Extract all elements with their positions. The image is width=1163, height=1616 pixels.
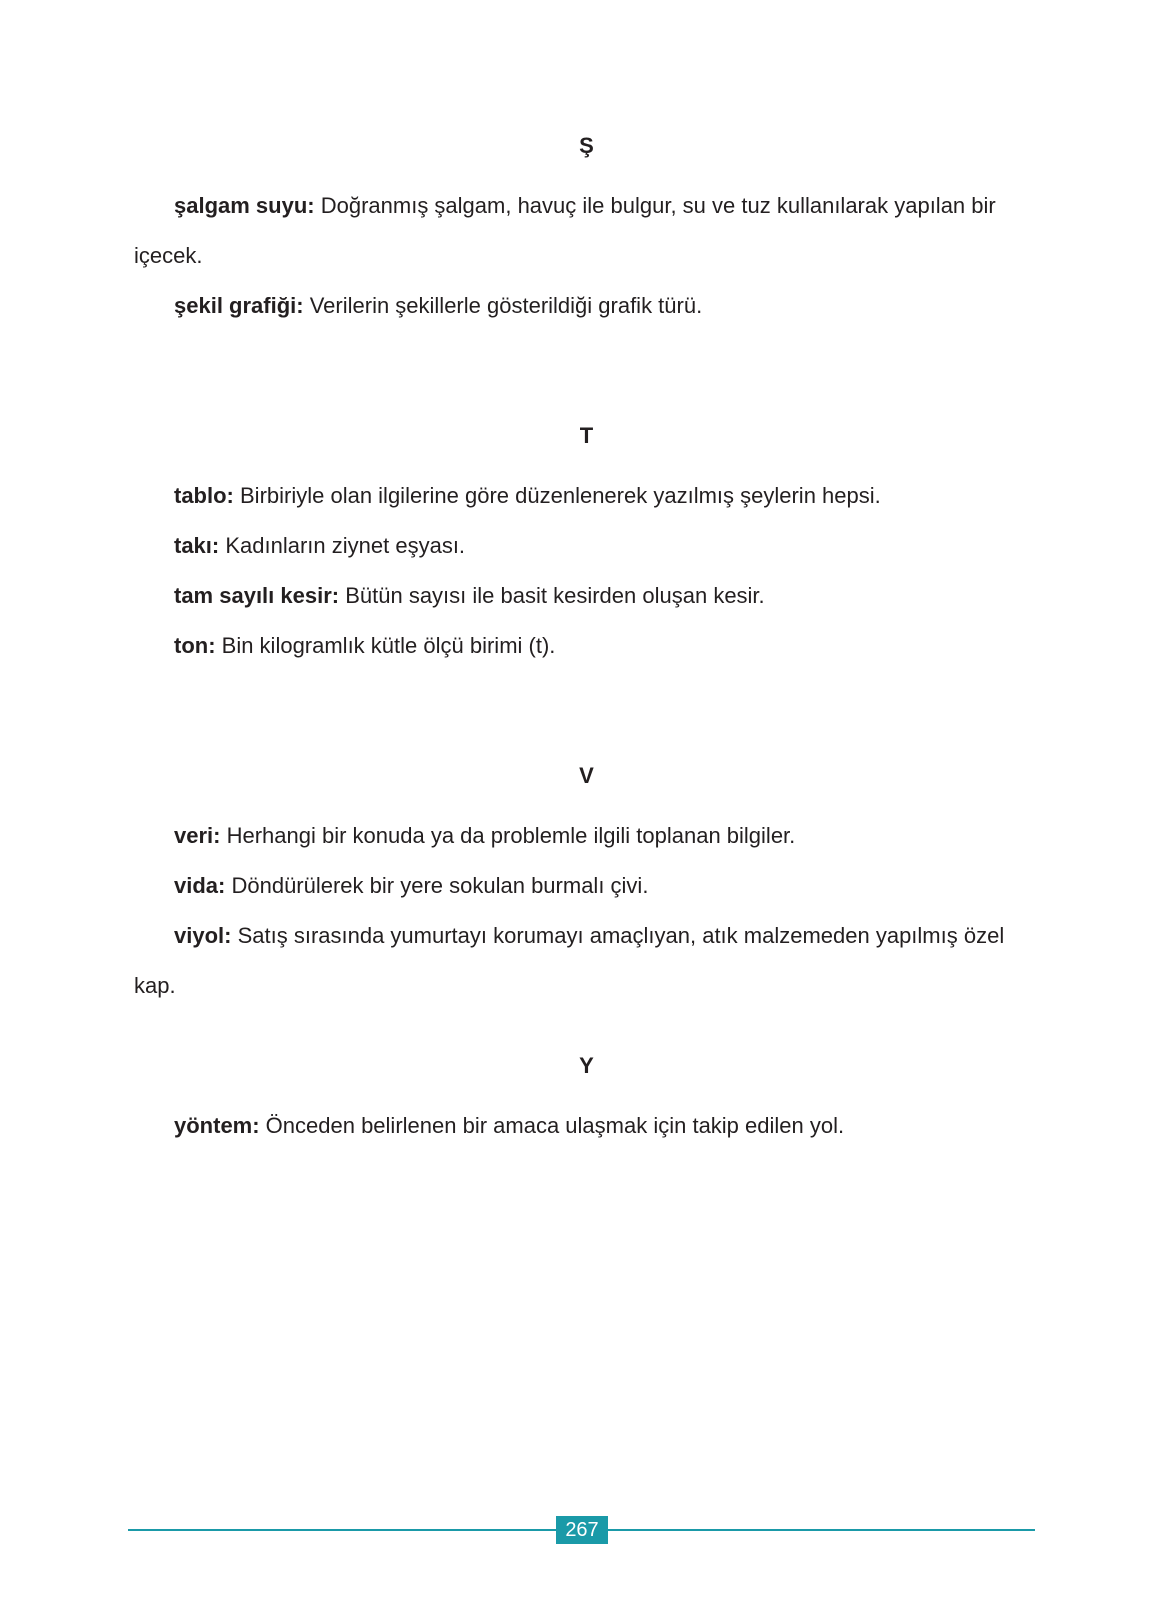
glossary-section-t: [134, 422, 1039, 671]
entry-term: yöntem:: [174, 1113, 260, 1138]
glossary-section-y: [134, 1052, 1039, 1151]
section-letter: V: [579, 763, 594, 788]
entry-definition: Birbiriyle olan ilgilerine göre düzenlenerek yazılmış şeylerin hepsi.: [233, 483, 881, 508]
glossary-entry: [134, 571, 1039, 621]
entry-term: vida:: [174, 873, 226, 898]
entry-term: ton:: [174, 633, 216, 658]
entry-definition: Herhangi bir konuda ya da problemle ilgili toplanan bilgiler.: [220, 823, 796, 848]
entry-term: takı:: [174, 533, 220, 558]
footer-rule-right: [608, 1529, 1035, 1531]
entry-definition: Bin kilogramlık kütle ölçü birimi (t).: [215, 633, 556, 658]
entry-definition: Satış sırasında yumurtayı korumayı amaçlıyan, atık malzemeden yapılmış özel kap.: [134, 923, 1005, 998]
glossary-entry: [134, 911, 1039, 1011]
entry-definition: Bütün sayısı ile basit kesirden oluşan kesir.: [339, 583, 765, 608]
entry-definition: Verilerin şekillerle gösterildiği grafik türü.: [303, 293, 703, 318]
entry-definition: Kadınların ziynet eşyası.: [219, 533, 466, 558]
glossary-entry: [134, 521, 1039, 571]
glossary-entry: [134, 1101, 1039, 1151]
section-letter: Y: [579, 1053, 594, 1078]
page-number: 267: [556, 1516, 608, 1544]
entry-definition: Döndürülerek bir yere sokulan burmalı çivi.: [225, 873, 649, 898]
entry-definition: Önceden belirlenen bir amaca ulaşmak için takip edilen yol.: [259, 1113, 845, 1138]
glossary-entry: [134, 811, 1039, 861]
section-letter: T: [579, 423, 594, 448]
entry-term: tam sayılı kesir:: [174, 583, 340, 608]
glossary-entry: [134, 181, 1039, 281]
glossary-entry: [134, 471, 1039, 521]
entry-term: veri:: [174, 823, 221, 848]
section-letter: Ş: [579, 133, 594, 158]
entry-term: viyol:: [174, 923, 232, 948]
entry-term: şalgam suyu:: [174, 193, 315, 218]
entry-term: tablo:: [174, 483, 234, 508]
glossary-entry: [134, 281, 1039, 331]
entry-term: şekil grafiği:: [174, 293, 304, 318]
entry-definition: Doğranmış şalgam, havuç ile bulgur, su ve tuz kullanılarak yapılan bir içecek.: [134, 193, 996, 268]
glossary-section-s-cedilla: [134, 132, 1039, 331]
glossary-entry: [134, 861, 1039, 911]
glossary-entry: [134, 621, 1039, 671]
glossary-section-v: [134, 762, 1039, 1011]
footer-rule-left: [128, 1529, 556, 1531]
